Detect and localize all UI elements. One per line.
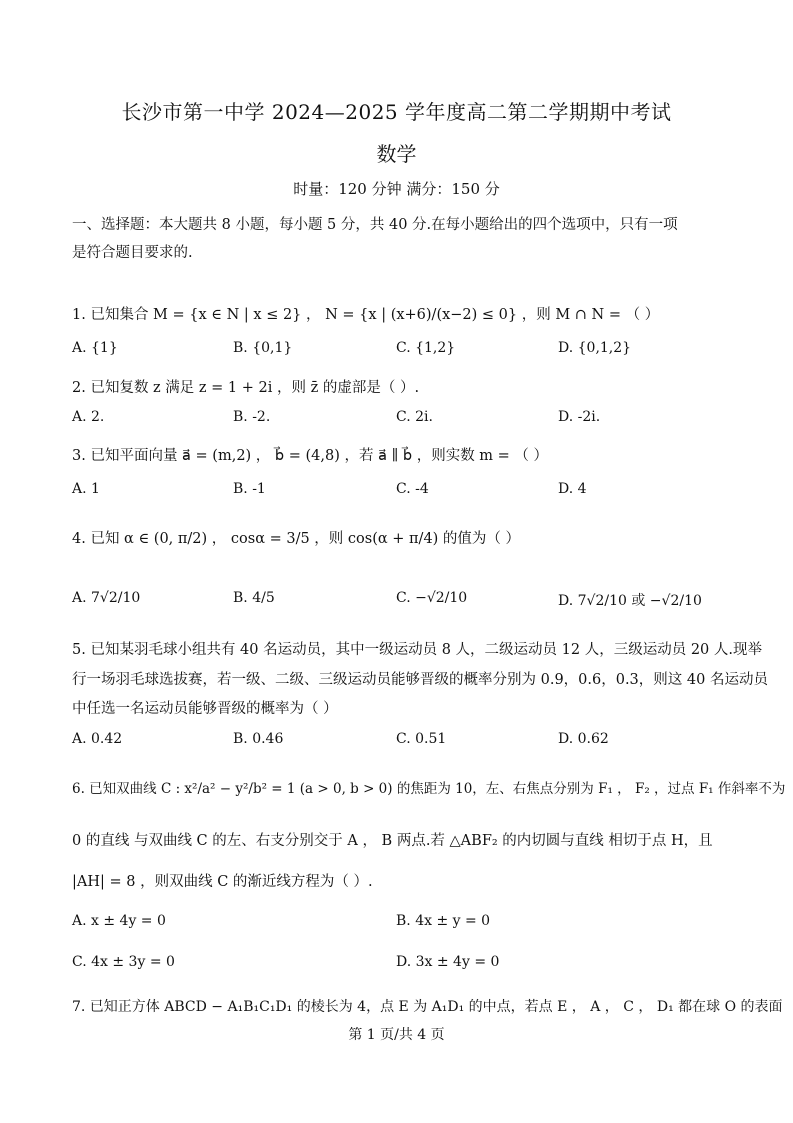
q5-line2: 行一场羽毛球选拔赛，若一级、二级、三级运动员能够晋级的概率分别为 0.9，0.6，0.3，则这 40 名运动员: [72, 672, 768, 688]
q4-option-d: D. 7√2/10 或 −√2/10: [558, 593, 702, 609]
q5-option-c: C. 0.51: [396, 731, 447, 747]
q4-option-a: A. 7√2/10: [72, 590, 141, 606]
q5-option-a: A. 0.42: [72, 731, 123, 747]
q4-option-c: C. −√2/10: [396, 590, 468, 606]
q3-option-a: A. 1: [72, 481, 100, 497]
q3-option-d: D. 4: [558, 481, 587, 497]
q2-option-d: D. -2i.: [558, 409, 601, 425]
q1-option-d: D. {0,1,2}: [558, 340, 632, 356]
subject-title: 数学: [376, 142, 417, 166]
q3-option-b: B. -1: [233, 481, 266, 497]
q2-stem: 2. 已知复数 z 满足 z = 1 + 2i ，则 z̄ 的虚部是（ ）.: [72, 380, 420, 396]
q4-option-b: B. 4/5: [233, 590, 275, 606]
q6-line1: 6. 已知双曲线 C : x²/a² − y²/b² = 1 (a > 0, b > 0) 的焦距为 10，左、右焦点分别为 F₁ ， F₂ ，过点 F₁ 作斜率不为: [72, 781, 786, 797]
q5-line1: 5. 已知某羽毛球小组共有 40 名运动员，其中一级运动员 8 人，二级运动员 12 人，三级运动员 20 人.现举: [72, 642, 762, 658]
q1-option-b: B. {0,1}: [233, 340, 293, 356]
q6-line2: 0 的直线 与双曲线 C 的左、右支分别交于 A ， B 两点.若 △ABF₂ 的内切圆与直线 相切于点 H，且: [72, 833, 713, 849]
exam-meta: 时量：120 分钟 满分：150 分: [293, 180, 500, 198]
page-footer: 第 1 页/共 4 页: [348, 1027, 445, 1043]
q6-option-c: C. 4x ± 3y = 0: [72, 954, 175, 970]
q3-stem: 3. 已知平面向量 a⃗ = (m,2) ， b⃗ = (4,8) ，若 a⃗ ∥ b⃗ ，则实数 m = （ ）: [72, 448, 549, 464]
q1-option-c: C. {1,2}: [396, 340, 456, 356]
q6-option-b: B. 4x ± y = 0: [396, 913, 491, 929]
q7-line1: 7. 已知正方体 ABCD − A₁B₁C₁D₁ 的棱长为 4，点 E 为 A₁D₁ 的中点，若点 E ， A ， C ， D₁ 都在球 O 的表面: [72, 999, 783, 1015]
q5-line3: 中任选一名运动员能够晋级的概率为（ ）: [72, 701, 338, 717]
q1-option-a: A. {1}: [72, 340, 118, 356]
q6-line3: |AH| = 8 ，则双曲线 C 的渐近线方程为（ ）.: [72, 874, 373, 890]
section-heading-line2: 是符合题目要求的.: [72, 245, 193, 261]
q3-option-c: C. -4: [396, 481, 429, 497]
q6-option-a: A. x ± 4y = 0: [72, 913, 166, 929]
q5-option-b: B. 0.46: [233, 731, 284, 747]
exam-title: 长沙市第一中学 2024—2025 学年度高二第二学期期中考试: [121, 100, 672, 124]
q6-option-d: D. 3x ± 4y = 0: [396, 954, 500, 970]
q5-option-d: D. 0.62: [558, 731, 609, 747]
q2-option-c: C. 2i.: [396, 409, 433, 425]
q4-stem: 4. 已知 α ∈ (0, π/2) ， cosα = 3/5 ，则 cos(α + π/4) 的值为（ ）: [72, 531, 521, 547]
section-heading-line1: 一、选择题：本大题共 8 小题，每小题 5 分，共 40 分.在每小题给出的四个选项中，只有一项: [72, 217, 678, 233]
q2-option-b: B. -2.: [233, 409, 271, 425]
q1-stem: 1. 已知集合 M = {x ∈ N | x ≤ 2} ， N = {x | (x+6)/(x−2) ≤ 0} ，则 M ∩ N = （ ）: [72, 307, 660, 323]
q2-option-a: A. 2.: [72, 409, 105, 425]
